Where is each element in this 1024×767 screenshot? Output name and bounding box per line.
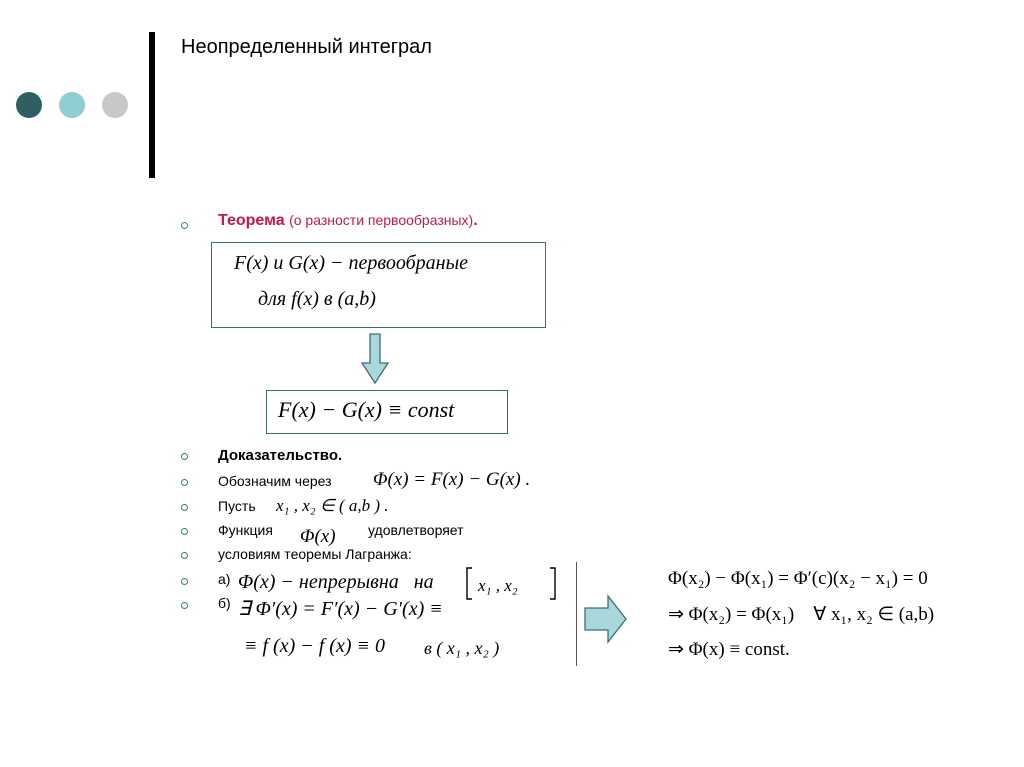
result-line-3: ⇒ Φ(x) ≡ const. — [668, 639, 790, 660]
bullet-icon — [181, 222, 188, 229]
theorem-heading — [218, 212, 478, 230]
result-divider — [576, 562, 577, 666]
bullet-icon — [181, 552, 188, 559]
premise-line-2: для f(x) в (a,b) — [258, 288, 376, 310]
proof-line-2-text: Пусть — [218, 498, 256, 514]
bullet-icon — [181, 528, 188, 535]
bullet-icon — [181, 504, 188, 511]
proof-line-1-formula: Φ(x) = F(x) − G(x) . — [373, 469, 531, 490]
premise-line-1: F(x) и G(x) − первообраные — [234, 252, 468, 274]
proof-line-3-text: Функция — [218, 522, 273, 538]
proof-line-3-formula: Φ(x) — [300, 526, 336, 547]
proof-line-4-text: условиям теоремы Лагранжа: — [218, 546, 412, 562]
theorem-end-dot: . — [473, 212, 478, 229]
condition-b-formula: ∃ Φ′(x) = F′(x) − G′(x) ≡ — [238, 598, 443, 620]
bullet-icon — [181, 602, 188, 609]
condition-a-formula: Φ(x) − непрерывна на — [238, 571, 434, 593]
condition-a-interval: x₁ , x₂ — [478, 576, 518, 595]
bullet-icon — [181, 479, 188, 486]
condition-b-label: б) — [218, 595, 231, 611]
slide-title: Неопределенный интеграл — [181, 36, 432, 58]
title-divider-bar — [149, 32, 155, 178]
proof-line-2-formula: x₁ , x₂ ∈ ( a,b ) . — [276, 496, 389, 515]
condition-b-formula-2: ≡ f (x) − f (x) ≡ 0 — [244, 635, 385, 657]
result-line-2: ⇒ Φ(x₂) = Φ(x₁) ∀ x₁, x₂ ∈ (a,b) — [668, 604, 935, 625]
decor-dot-gray — [102, 92, 128, 118]
condition-b-interval: в ( x₁ , x₂ ) — [424, 638, 500, 658]
decor-dot-teal — [59, 92, 85, 118]
bullet-icon — [181, 578, 188, 585]
proof-heading: Доказательство. — [218, 447, 343, 464]
condition-a-label: а) — [218, 571, 231, 587]
decor-dot-dark — [16, 92, 42, 118]
right-arrow-icon — [584, 594, 628, 644]
conclusion-formula: F(x) − G(x) ≡ const — [278, 397, 455, 422]
result-line-1: Φ(x₂) − Φ(x₁) = Φ′(c)(x₂ − x₁) = 0 — [668, 568, 928, 589]
theorem-label: Теорема — [218, 212, 285, 229]
bullet-icon — [181, 453, 188, 460]
proof-line-1-text: Обозначим через — [218, 473, 332, 489]
theorem-subtitle: (о разности первообразных) — [289, 212, 474, 228]
down-arrow-icon — [360, 333, 390, 385]
proof-line-3-tail: удовлетворяет — [368, 522, 464, 538]
